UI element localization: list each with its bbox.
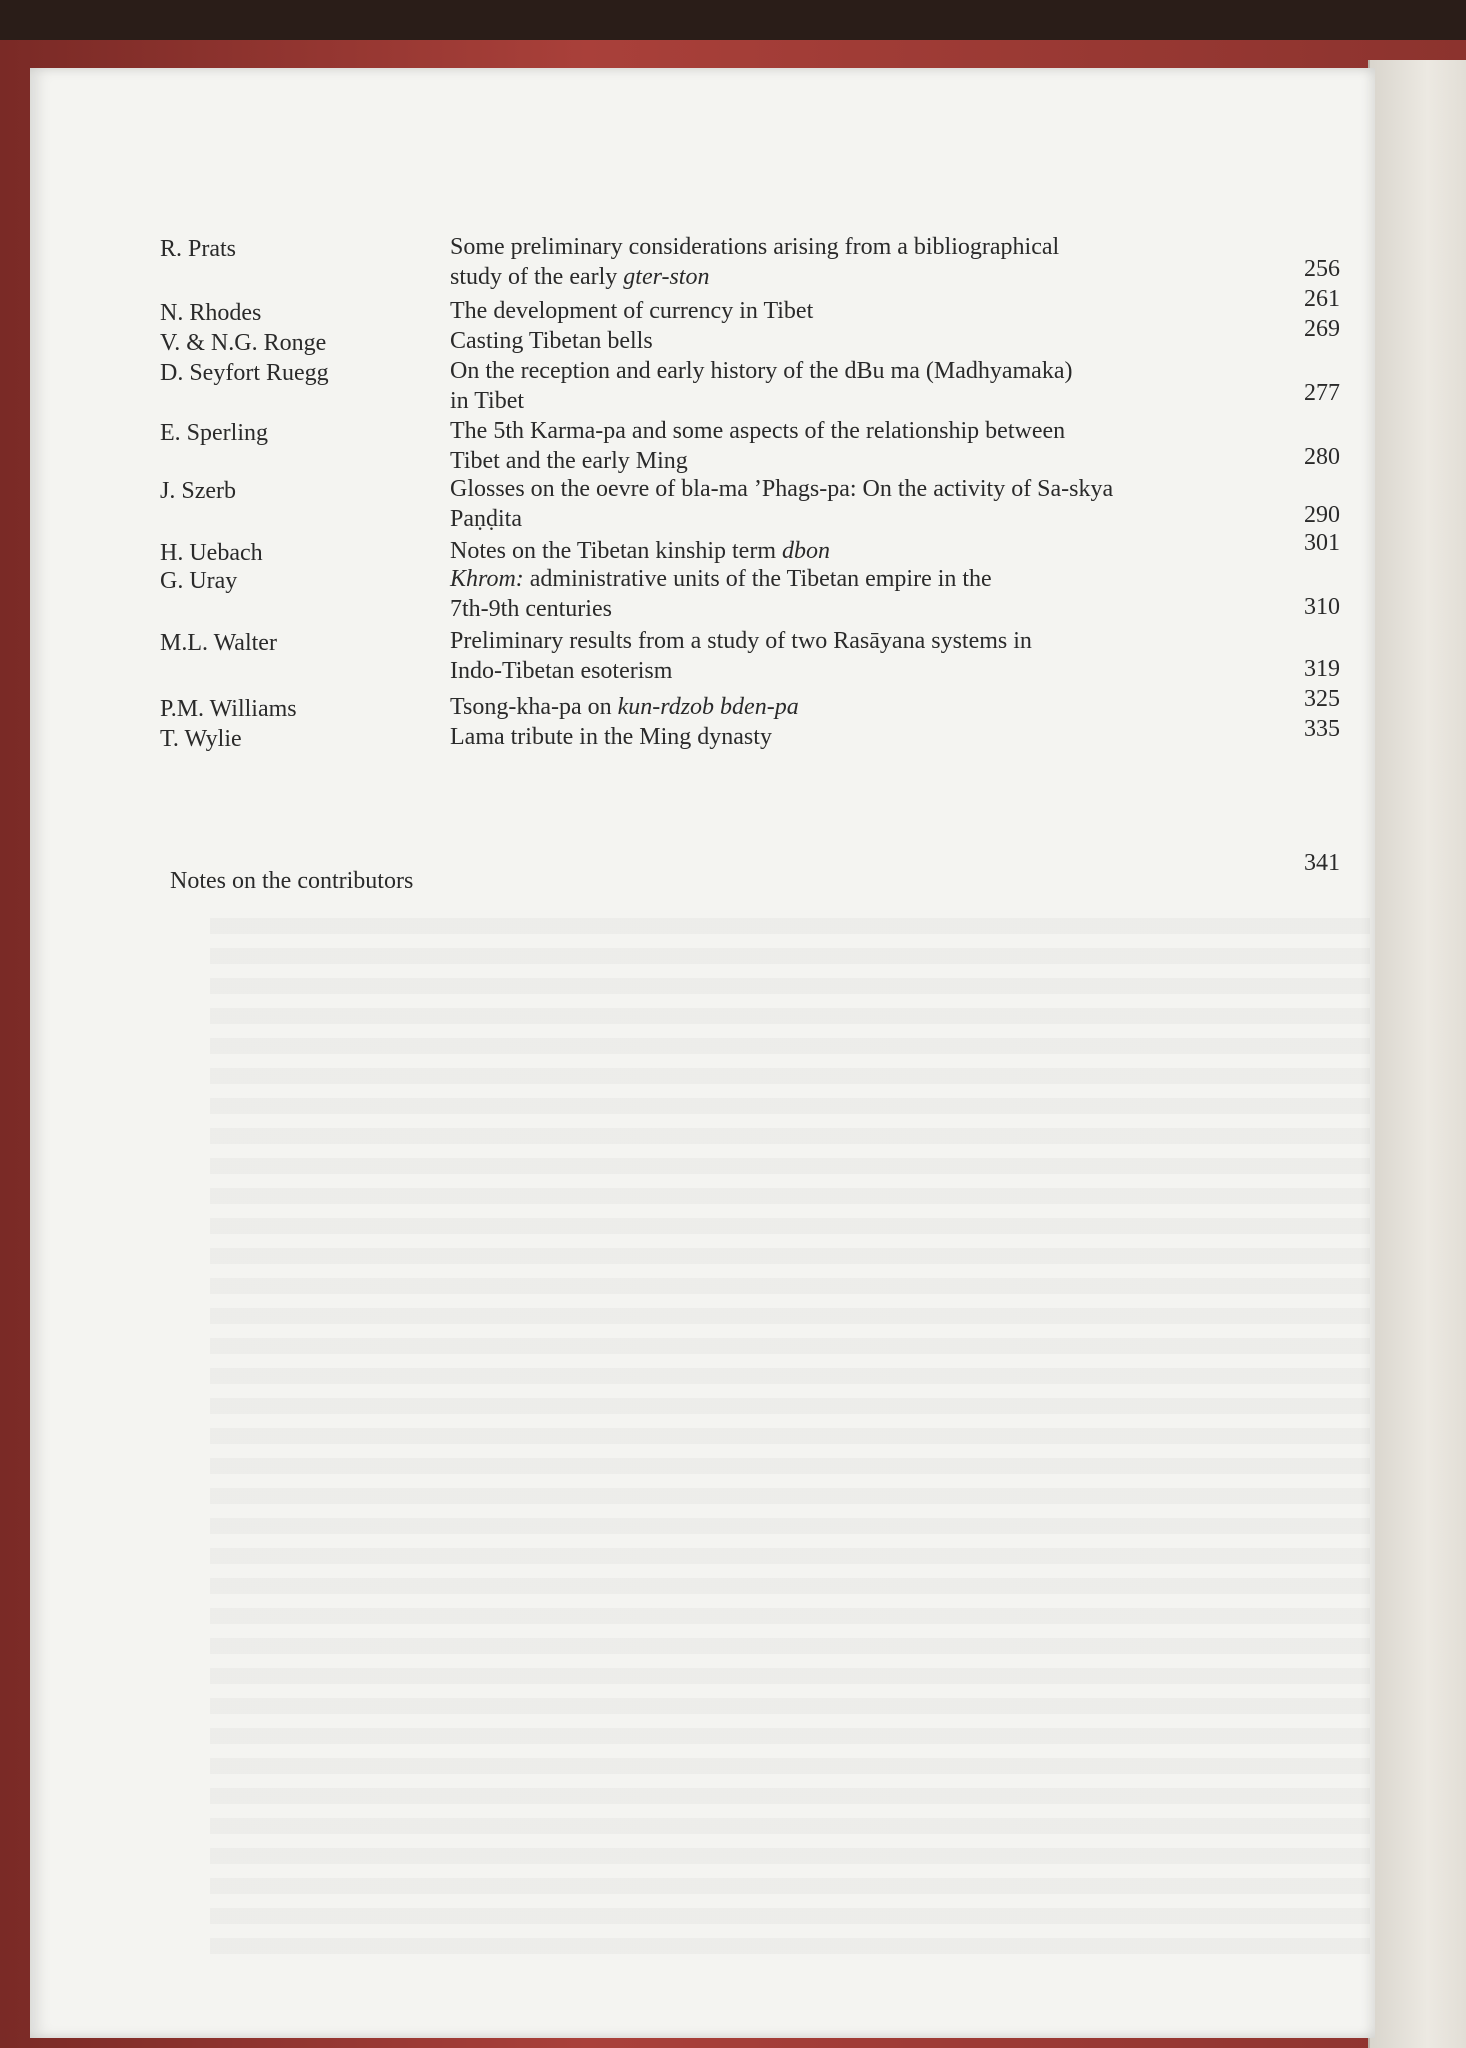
entry-author: E. Sperling bbox=[160, 420, 268, 446]
entry-author: T. Wylie bbox=[160, 726, 242, 752]
entry-title: Khrom: administrative units of the Tibetan empire in the 7th-9th centuries bbox=[450, 566, 992, 622]
entry-title: The 5th Karma-pa and some aspects of the relationship between Tibet and the early Ming bbox=[450, 418, 1066, 474]
entry-page-number: 277 bbox=[1304, 380, 1340, 406]
entry-page-number: 319 bbox=[1304, 656, 1340, 682]
entry-author: V. & N.G. Ronge bbox=[160, 330, 327, 356]
entry-page-number: 269 bbox=[1304, 316, 1340, 342]
entry-page-number: 290 bbox=[1304, 502, 1340, 528]
entry-author: P.M. Williams bbox=[160, 696, 297, 722]
entry-page-number: 261 bbox=[1304, 286, 1340, 312]
entry-title: Notes on the Tibetan kinship term dbon bbox=[450, 538, 830, 564]
entry-title: Glosses on the oevre of bla-ma ’Phags-pa: On the activity of Sa-skya Paṇḍita bbox=[450, 476, 1114, 532]
entry-author: D. Seyfort Ruegg bbox=[160, 360, 329, 386]
entry-author: H. Uebach bbox=[160, 540, 263, 566]
entry-title: Some preliminary considerations arising from a bibliographical study of the early gter-ston bbox=[450, 234, 1060, 290]
entry-page-number: 256 bbox=[1304, 256, 1340, 282]
entry-author: J. Szerb bbox=[160, 478, 236, 504]
entry-page-number: 301 bbox=[1304, 530, 1340, 556]
entry-author: M.L. Walter bbox=[160, 630, 277, 656]
table-of-contents bbox=[30, 68, 1375, 2038]
entry-page-number: 335 bbox=[1304, 716, 1340, 742]
endpaper bbox=[1368, 60, 1466, 2048]
book-page bbox=[30, 68, 1375, 2038]
contributors-page-number: 341 bbox=[1304, 850, 1340, 876]
entry-page-number: 280 bbox=[1304, 444, 1340, 470]
entry-page-number: 310 bbox=[1304, 594, 1340, 620]
entry-title: Tsong-kha-pa on kun-rdzob bden-pa bbox=[450, 694, 799, 720]
entry-title: Casting Tibetan bells bbox=[450, 328, 653, 354]
entry-author: N. Rhodes bbox=[160, 300, 262, 326]
contributors-label: Notes on the contributors bbox=[170, 868, 414, 894]
entry-title: Preliminary results from a study of two Rasāyana systems in Indo-Tibetan esoterism bbox=[450, 628, 1032, 684]
entry-title: On the reception and early history of the dBu ma (Madhyamaka) in Tibet bbox=[450, 358, 1073, 414]
entry-title: Lama tribute in the Ming dynasty bbox=[450, 724, 772, 750]
entry-author: G. Uray bbox=[160, 568, 238, 594]
entry-author: R. Prats bbox=[160, 236, 237, 262]
entry-title: The development of currency in Tibet bbox=[450, 298, 814, 324]
entry-page-number: 325 bbox=[1304, 686, 1340, 712]
